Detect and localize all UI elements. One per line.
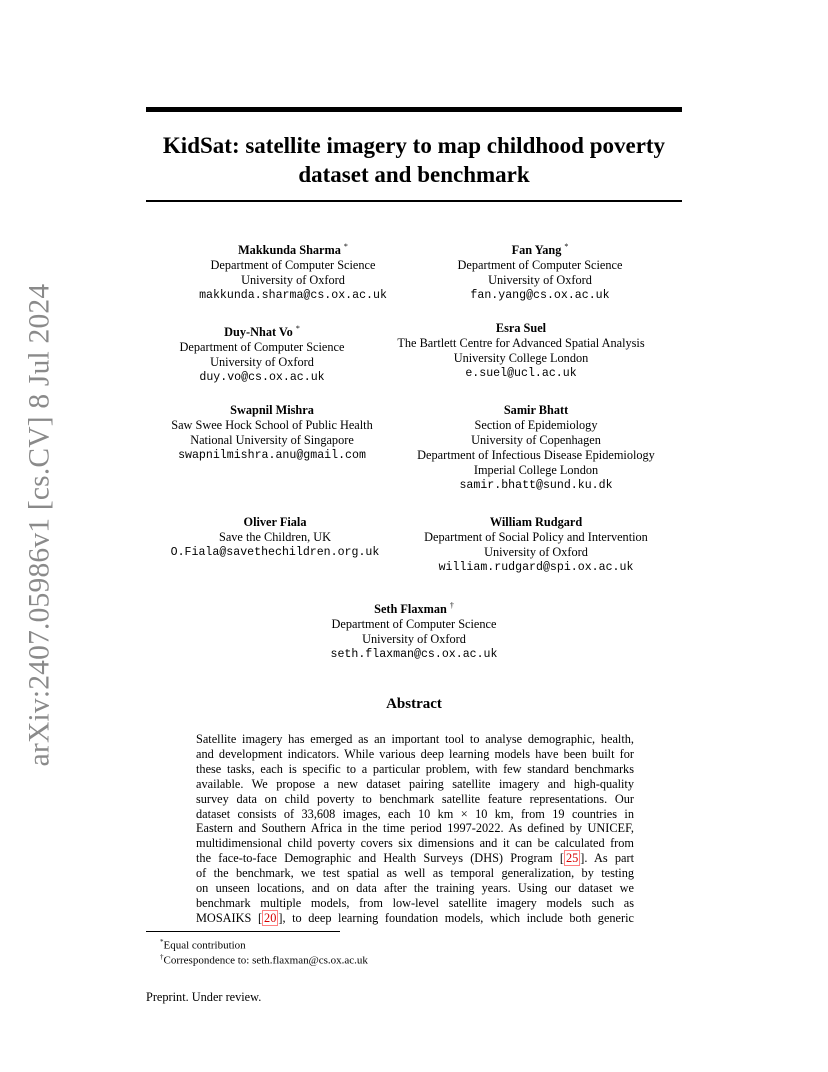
author-block: Seth Flaxman † Department of Computer Science University of Oxford seth.flaxman@cs.ox.ac.uk	[314, 598, 514, 662]
author-email[interactable]: fan.yang@cs.ox.ac.uk	[470, 289, 610, 303]
author-block: Makkunda Sharma * Department of Computer Science University of Oxford makkunda.sharma@cs.ox.ac.uk	[195, 239, 391, 303]
title-line-2: dataset and benchmark	[298, 162, 530, 187]
citation-link[interactable]: 20	[264, 910, 277, 925]
author-email[interactable]: duy.vo@cs.ox.ac.uk	[199, 371, 325, 385]
footnote-rule	[146, 931, 340, 932]
title-top-rule	[146, 107, 682, 112]
preprint-note: Preprint. Under review.	[146, 990, 262, 1004]
footnote: †Correspondence to: seth.flaxman@cs.ox.ac.uk	[160, 953, 368, 967]
author-block: Esra Suel The Bartlett Centre for Advanced Spatial Analysis University College London e.suel@ucl.ac.uk	[380, 321, 662, 381]
abstract-body: Satellite imagery has emerged as an important tool to analyse demographic, health, and development indicators. While various deep learning models have been built for these tasks, each is specific to a particular problem, with few standard benchmarks available. We propose a new dataset pairing satellite imagery and high-quality survey data on child poverty to benchmark satellite feature representations. Our dataset consists of 33,608 images, each 10 km × 10 km, from 19 countries in Eastern and Southern Africa in the time period 1997-2022. As defined by UNICEF, multidimensional child poverty covers six dimensions and it can be calculated from the face-to-face Demographic and Health Surveys (DHS) Program [ 25 ]. As part of the benchmark, we test spatial as well as temporal generalization, by testing on unseen locations, and on data after the training years. Using our dataset we benchmark multiple models, from low-level satellite imagery models such as MOSAIKS [ 20 ], to deep learning foundation models, which include both generic	[196, 732, 634, 925]
author-block: Samir Bhatt Section of Epidemiology University of Copenhagen Department of Infectious Disease Epidemiology Imperial College London samir.bhatt@sund.ku.dk	[400, 403, 672, 493]
author-block: Swapnil Mishra Saw Swee Hock School of Public Health National University of Singapore swapnilmishra.anu@gmail.com	[156, 403, 388, 463]
author-email[interactable]: samir.bhatt@sund.ku.dk	[459, 479, 613, 492]
author-email[interactable]: makkunda.sharma@cs.ox.ac.uk	[199, 289, 387, 303]
author-block: Oliver Fiala Save the Children, UK O.Fiala@savethechildren.org.uk	[160, 515, 390, 560]
title-bottom-rule	[146, 200, 682, 202]
title-line-1: KidSat: satellite imagery to map childhood poverty	[162, 133, 666, 158]
arxiv-watermark: arXiv:2407.05986v1 [cs.CV] 8 Jul 2024	[23, 283, 56, 767]
author-email[interactable]: seth.flaxman@cs.ox.ac.uk	[330, 648, 498, 662]
author-email[interactable]: e.suel@ucl.ac.uk	[465, 367, 577, 380]
author-email[interactable]: O.Fiala@savethechildren.org.uk	[170, 546, 380, 559]
footnote: *Equal contribution	[160, 938, 246, 952]
author-email[interactable]: william.rudgard@spi.ox.ac.uk	[438, 561, 634, 574]
author-block: Fan Yang * Department of Computer Science University of Oxford fan.yang@cs.ox.ac.uk	[440, 239, 640, 303]
citation-link[interactable]: 25	[565, 851, 579, 866]
paper-title	[146, 131, 682, 189]
author-email[interactable]: swapnilmishra.anu@gmail.com	[178, 449, 366, 462]
author-block: William Rudgard Department of Social Policy and Intervention University of Oxford william.rudgard@spi.ox.ac.uk	[406, 515, 666, 575]
abstract-heading: Abstract	[386, 696, 442, 712]
author-block: Duy-Nhat Vo * Department of Computer Science University of Oxford duy.vo@cs.ox.ac.uk	[164, 321, 360, 385]
